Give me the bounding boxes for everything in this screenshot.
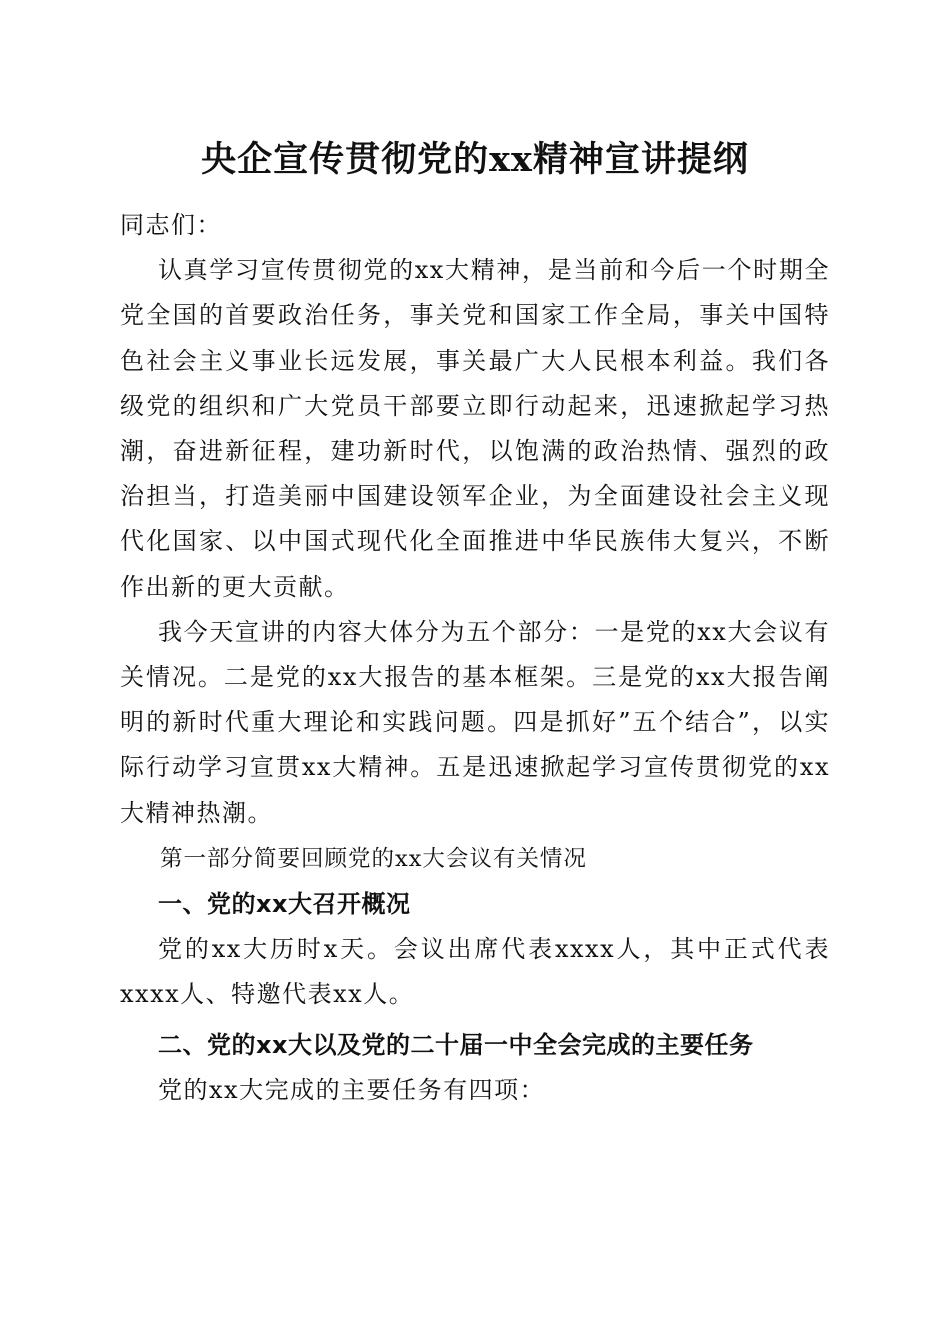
part-one-heading: 第一部分简要回顾党的xx大会议有关情况 xyxy=(160,845,587,872)
section-two-heading: 二、党的xx大以及党的二十届一中全会完成的主要任务 xyxy=(158,1031,754,1060)
document-title: 央企宣传贯彻党的xx精神宣讲提纲 xyxy=(201,139,749,180)
salutation: 同志们： xyxy=(120,211,222,239)
section-one-heading: 一、党的xx大召开概况 xyxy=(158,889,411,918)
outline-paragraph: 我今天宣讲的内容大体分为五个部分：一是党的xx大会议有关情况。二是党的xx大报告的基本框架。三是党的xx大报告阐明的新时代重大理论和实践问题。四是抓好”五个结合”，以实际行动学习宣贯xx大精神。五是迅速掀起学习宣传贯彻党的xx大精神热潮。 xyxy=(120,617,830,827)
intro-paragraph: 认真学习宣传贯彻党的xx大精神，是当前和今后一个时期全党全国的首要政治任务，事关党和国家工作全局，事关中国特色社会主义事业长远发展，事关最广大人民根本利益。我们各级党的组织和广大党员干部要立即行动起来，迅速掀起学习热潮，奋进新征程，建功新时代，以饱满的政治热情、强烈的政治担当，打造美丽中国建设领军企业，为全面建设社会主义现代化国家、以中国式现代化全面推进中华民族伟大复兴，不断作出新的更大贡献。 xyxy=(120,256,830,601)
section-two-text: 党的xx大完成的主要任务有四项： xyxy=(158,1076,546,1105)
section-one-text: 党的xx大历时x天。会议出席代表xxxx人，其中正式代表xxxx人、特邀代表xx人。 xyxy=(120,934,830,1009)
document-body xyxy=(120,203,830,1113)
